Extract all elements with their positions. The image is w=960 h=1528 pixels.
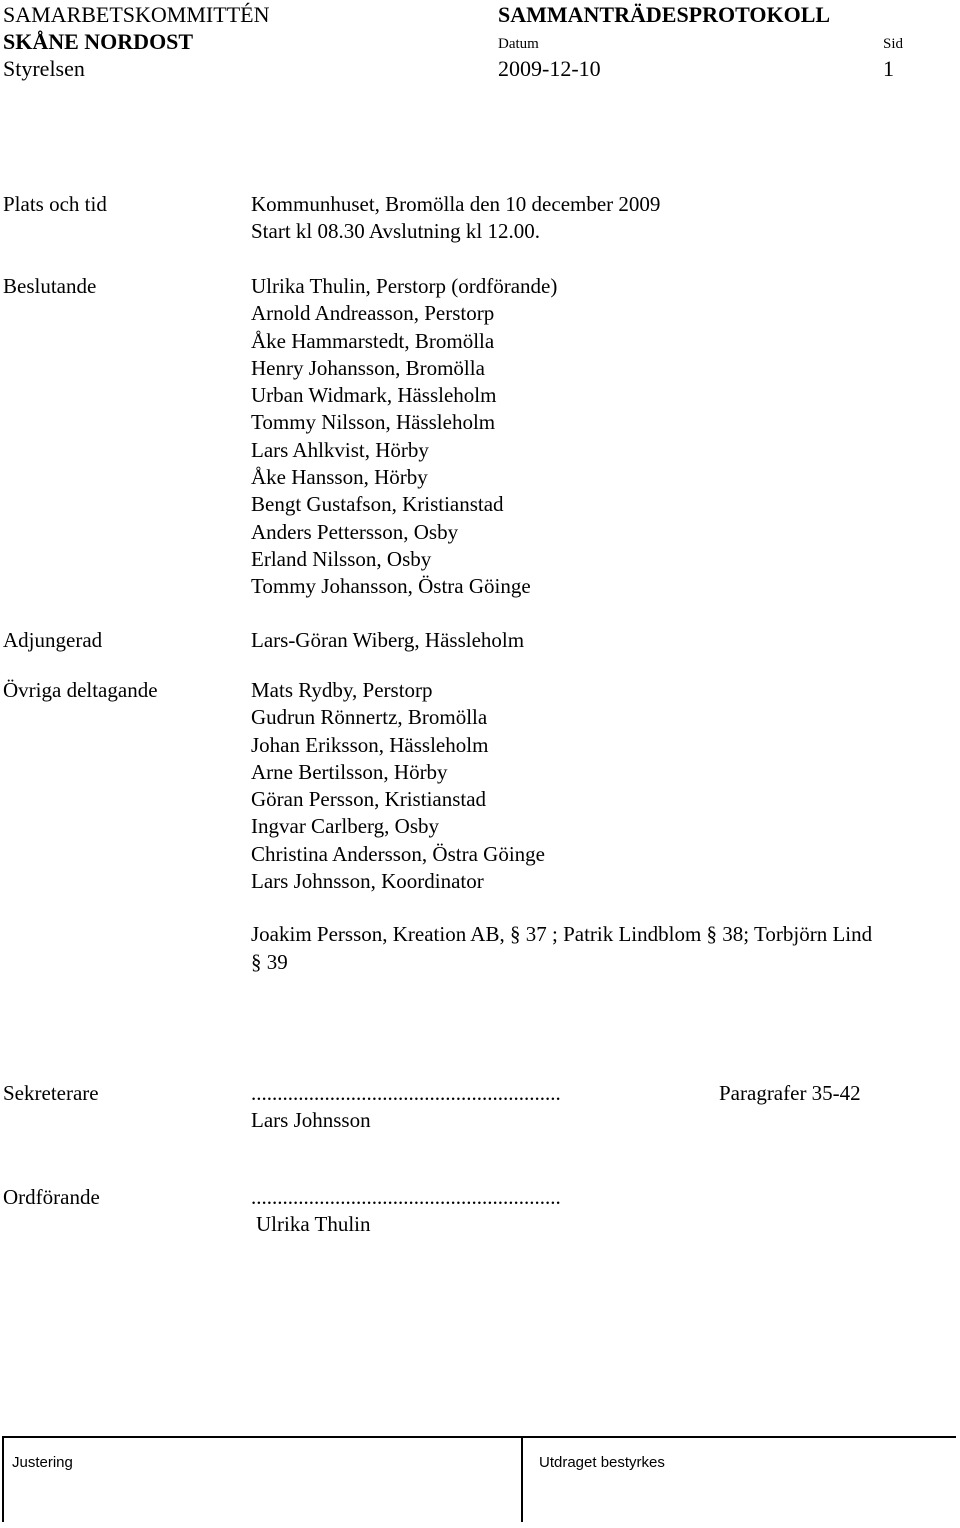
list-item: Tommy Johansson, Östra Göinge [251, 574, 531, 599]
adjungerad-member: Lars-Göran Wiberg, Hässleholm [251, 628, 525, 652]
secretary-signature-line: ........................................................... [251, 1081, 561, 1105]
footer-center-divider [521, 1436, 523, 1522]
list-item: Mats Rydby, Perstorp [251, 678, 433, 702]
ovriga-label: Övriga deltagande [3, 678, 158, 702]
list-item: Gudrun Rönnertz, Bromölla [251, 705, 488, 730]
list-item: Urban Widmark, Hässleholm [251, 383, 497, 408]
place-line2: Start kl 08.30 Avslutning kl 12.00. [251, 219, 540, 243]
list-item: Bengt Gustafson, Kristianstad [251, 492, 504, 517]
place-line1: Kommunhuset, Bromölla den 10 december 2009 [251, 192, 661, 216]
chair-name: Ulrika Thulin [256, 1212, 371, 1236]
org-name-line1: SAMARBETSKOMMITTÉN [3, 2, 270, 27]
list-item: Christina Andersson, Östra Göinge [251, 841, 545, 866]
list-item: Arne Bertilsson, Hörby [251, 759, 448, 784]
document-type: SAMMANTRÄDESPROTOKOLL [498, 2, 831, 27]
list-item: Göran Persson, Kristianstad [251, 787, 487, 812]
date-value: 2009-12-10 [498, 56, 601, 81]
guests-line1: Joakim Persson, Kreation AB, § 37 ; Patrik Lindblom § 38; Torbjörn Lind [251, 922, 873, 946]
list-item: Johan Eriksson, Hässleholm [251, 732, 489, 757]
footer-divider [2, 1436, 956, 1438]
adjungerad-label: Adjungerad [3, 628, 103, 652]
list-item: Lars Johnsson, Koordinator [251, 869, 484, 894]
list-item: Arnold Andreasson, Perstorp [251, 301, 495, 326]
place-label: Plats och tid [3, 192, 107, 216]
list-item: Henry Johansson, Bromölla [251, 355, 485, 380]
list-item: Ulrika Thulin, Perstorp (ordförande) [251, 274, 558, 298]
list-item: Erland Nilsson, Osby [251, 546, 432, 571]
footer-left-border [2, 1436, 4, 1522]
secretary-label: Sekreterare [3, 1081, 99, 1105]
list-item: Anders Pettersson, Osby [251, 519, 459, 544]
date-label: Datum [498, 36, 539, 52]
secretary-name: Lars Johnsson [251, 1108, 371, 1132]
beslutande-list [251, 273, 557, 601]
list-item: Ingvar Carlberg, Osby [251, 814, 439, 839]
utdrag-label: Utdraget bestyrkes [539, 1454, 665, 1471]
list-item: Åke Hammarstedt, Bromölla [251, 328, 495, 353]
page-number: 1 [883, 56, 894, 81]
page-label: Sid [883, 36, 904, 52]
chair-signature-line: ........................................................... [251, 1185, 561, 1209]
chair-label: Ordförande [3, 1185, 100, 1209]
list-item: Lars Ahlkvist, Hörby [251, 437, 429, 462]
justering-label: Justering [12, 1454, 73, 1471]
beslutande-label: Beslutande [3, 274, 97, 298]
list-item: Åke Hansson, Hörby [251, 465, 428, 490]
guests-line2: § 39 [251, 950, 288, 974]
org-name-line2: SKÅNE NORDOST [3, 29, 194, 54]
list-item: Tommy Nilsson, Hässleholm [251, 410, 496, 435]
org-name-line3: Styrelsen [3, 56, 85, 81]
ovriga-list [251, 677, 545, 895]
paragraph-range: Paragrafer 35-42 [719, 1081, 861, 1105]
